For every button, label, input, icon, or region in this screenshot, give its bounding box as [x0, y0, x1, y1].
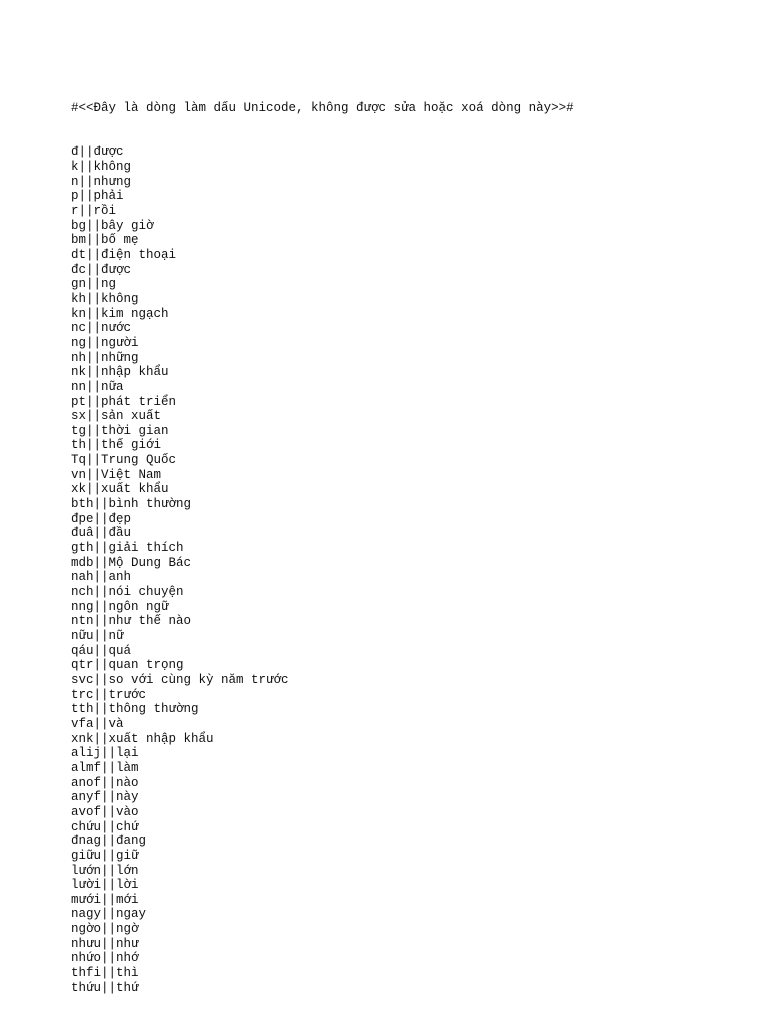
abbreviation-entry: anyf||này [71, 790, 139, 805]
abbreviation-entry: nagy||ngay [71, 907, 147, 922]
abbreviation-entry: nc||nước [71, 321, 132, 336]
abbreviation-entry: mdb||Mộ Dung Bác [71, 555, 192, 570]
abbreviation-entry: đpe||đẹp [71, 511, 132, 526]
abbreviation-entry: thfi||thì [71, 966, 139, 981]
abbreviation-entry: qtr||quan trọng [71, 658, 184, 673]
abbreviation-entry: ntn||như thế nào [71, 614, 192, 629]
abbreviation-entry: k||không [71, 160, 132, 174]
abbreviation-entry: đnag||đang [71, 834, 147, 849]
abbreviation-entry: qáu||quá [71, 643, 132, 658]
abbreviation-entry: bm||bố mẹ [71, 233, 139, 248]
abbreviation-entry: thứu||thứ [71, 980, 139, 995]
abbreviation-entry: tg||thời gian [71, 423, 169, 438]
abbreviation-entry: xk||xuất khẩu [71, 482, 169, 497]
abbreviation-entry: p||phải [71, 189, 124, 204]
abbreviation-list [71, 72, 574, 1025]
abbreviation-entry: giữu||giữ [71, 848, 139, 863]
abbreviation-entry: đuâ||đầu [71, 526, 132, 541]
abbreviation-entry: ng||người [71, 335, 139, 350]
abbreviation-entry: xnk||xuất nhập khẩu [71, 731, 214, 746]
abbreviation-entry: r||rồi [71, 203, 117, 218]
abbreviation-entry: nhưu||như [71, 936, 139, 951]
abbreviation-entry: nhứo||nhớ [71, 951, 139, 966]
abbreviation-entry: alij||lại [71, 746, 139, 761]
abbreviation-entry: bg||bây giờ [71, 218, 154, 233]
abbreviation-entry: nch||nói chuyện [71, 585, 184, 600]
abbreviation-entry: mưới||mới [71, 892, 139, 907]
abbreviation-entry: nữu||nữ [71, 629, 124, 643]
abbreviation-entry: n||nhưng [71, 174, 132, 189]
abbreviation-entry: kh||không [71, 291, 139, 306]
entries-container [71, 145, 574, 995]
abbreviation-entry: lướn||lớn [71, 863, 139, 878]
abbreviation-entry: th||thế giới [71, 438, 162, 453]
abbreviation-entry: nah||anh [71, 570, 132, 585]
abbreviation-entry: lười||lời [71, 878, 139, 893]
abbreviation-entry: anof||nào [71, 775, 139, 790]
abbreviation-entry: vn||Việt Nam [71, 467, 162, 482]
abbreviation-entry: svc||so với cùng kỳ năm trước [71, 672, 289, 687]
abbreviation-entry: nh||những [71, 350, 139, 365]
abbreviation-entry: nk||nhập khẩu [71, 365, 169, 380]
abbreviation-entry: trc||trước [71, 687, 147, 702]
abbreviation-entry: pt||phát triển [71, 394, 177, 409]
abbreviation-entry: nn||nữa [71, 379, 124, 394]
abbreviation-entry: Tq||Trung Quốc [71, 453, 177, 468]
abbreviation-entry: almf||làm [71, 760, 139, 775]
abbreviation-entry: đc||được [71, 262, 132, 277]
abbreviation-entry: đ||được [71, 145, 124, 160]
abbreviation-entry: bth||bình thường [71, 497, 192, 512]
abbreviation-entry: gn||ng [71, 277, 117, 292]
abbreviation-entry: sx||sản xuất [71, 409, 162, 424]
abbreviation-entry: dt||điện thoại [71, 247, 177, 262]
abbreviation-entry: avof||vào [71, 804, 139, 819]
unicode-marker-line: #<<Đây là dòng làm dấu Unicode, không được sửa hoặc xoá dòng này>># [71, 101, 574, 116]
abbreviation-entry: kn||kim ngạch [71, 306, 169, 321]
abbreviation-entry: tth||thông thường [71, 702, 199, 717]
abbreviation-entry: chứu||chứ [71, 819, 139, 834]
abbreviation-entry: vfa||và [71, 716, 124, 731]
abbreviation-entry: ngờo||ngờ [71, 922, 139, 937]
abbreviation-entry: nng||ngôn ngữ [71, 599, 169, 614]
abbreviation-entry: gth||giải thích [71, 541, 184, 556]
